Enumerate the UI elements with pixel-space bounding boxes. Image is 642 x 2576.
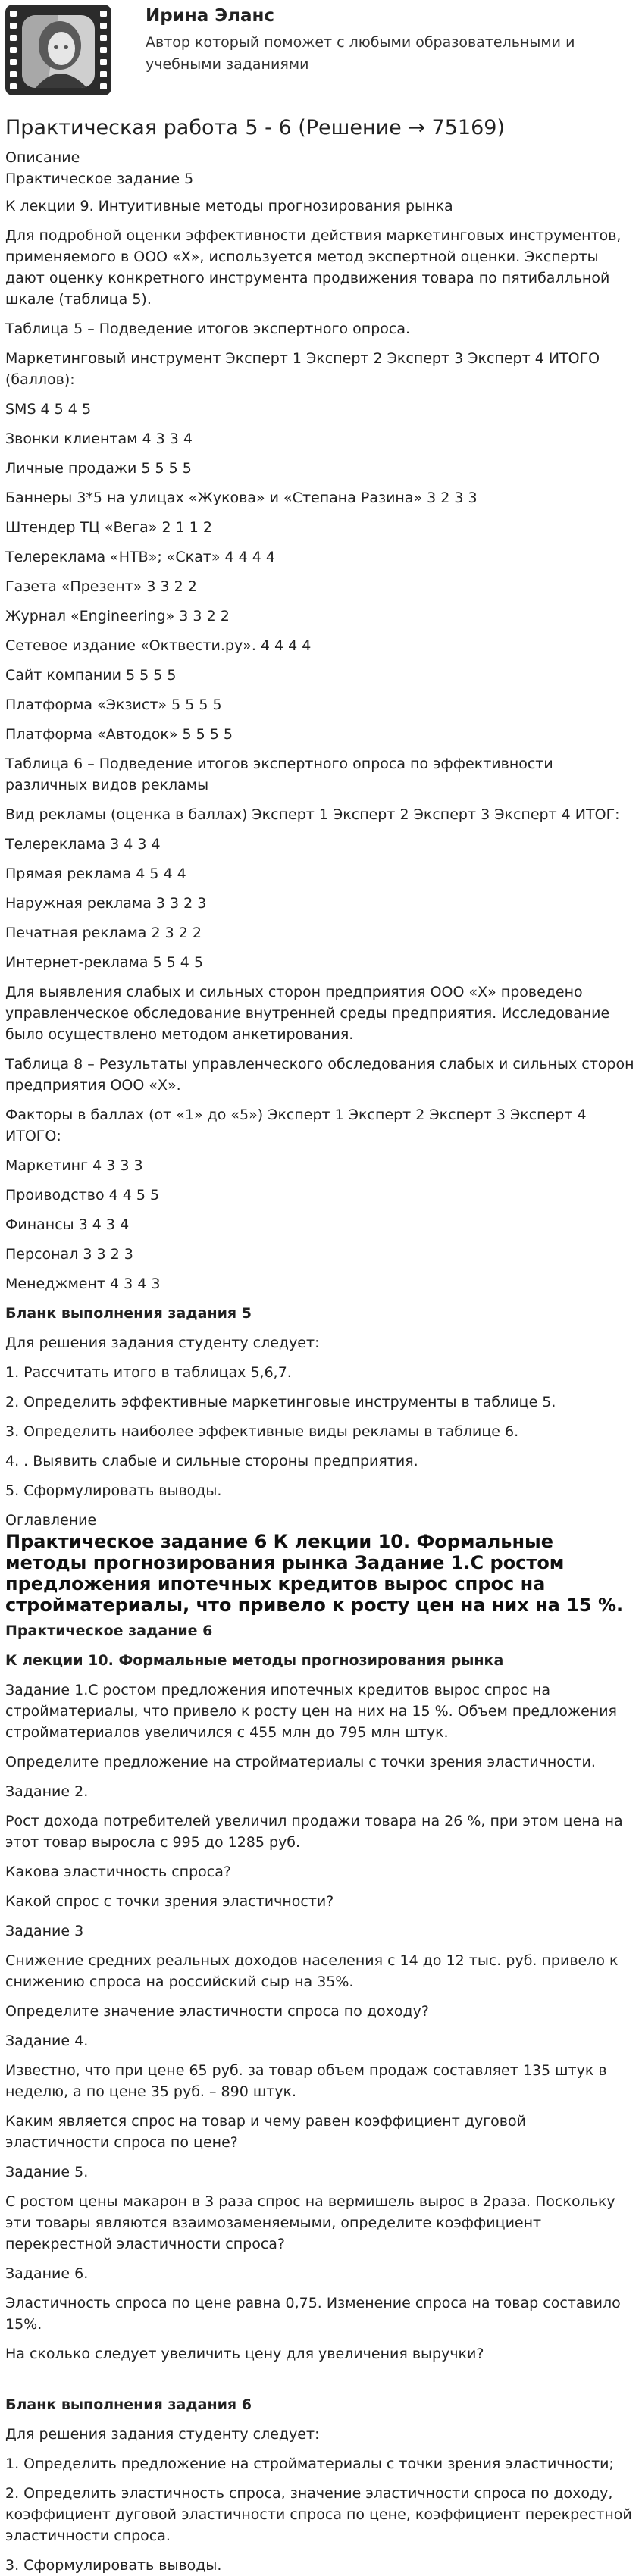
table-row-line: Телереклама «НТВ»; «Скат» 4 4 4 4	[5, 549, 275, 565]
toc-label: Оглавление	[5, 1512, 97, 1529]
paragraph: На сколько следует увеличить цену для увеличения выручки?	[5, 2346, 484, 2362]
paragraph: Определите значение эластичности спроса по доходу?	[5, 2003, 429, 2020]
paragraph: Эластичность спроса по цене равна 0,75. Изменение спроса на товар составило 15%.	[5, 2295, 621, 2333]
paragraph: Задание 6.	[5, 2265, 89, 2282]
toc-heading: Практическое задание 6 К лекции 10. Формальные методы прогнозирования рынка Задание 1.С ростом предложения ипотечных кредитов вырос спрос на стройматериалы, что привело к росту цен на них на 15 %.	[5, 1531, 624, 1616]
blank-item: Для решения задания студенту следует:	[5, 2426, 320, 2443]
table-row-line: Наружная реклама 3 3 2 3	[5, 895, 207, 912]
paragraph: Задание 3	[5, 1923, 84, 1939]
table-header-line: Маркетинговый инструмент Эксперт 1 Эксперт 2 Эксперт 3 Эксперт 4 ИТОГО (баллов):	[5, 350, 600, 388]
blank-item: 3. Сформулировать выводы.	[5, 2557, 222, 2574]
spacer	[5, 2373, 634, 2394]
table-row-line: Платформа «Автодок» 5 5 5 5	[5, 726, 233, 743]
table-row-line: Сетевое издание «Октвести.ру». 4 4 4 4	[5, 637, 312, 654]
paragraph: Известно, что при цене 65 руб. за товар объем продаж составляет 135 штук в неделю, а по цене 35 руб. – 890 штук.	[5, 2062, 607, 2100]
author-name[interactable]: Ирина Эланс	[146, 6, 275, 26]
table-row-line: Газета «Презент» 3 3 2 2	[5, 578, 197, 595]
paragraph: Снижение средних реальных доходов населения с 14 до 12 тыс. руб. привело к снижению спроса на российский сыр на 35%.	[5, 1952, 619, 1990]
table-header-line: Вид рекламы (оценка в баллах) Эксперт 1 Эксперт 2 Эксперт 3 Эксперт 4 ИТОГ:	[5, 806, 620, 823]
table-row-line: Печатная реклама 2 3 2 2	[5, 925, 202, 941]
avatar[interactable]	[5, 0, 111, 99]
paragraph: Задание 1.С ростом предложения ипотечных кредитов вырос спрос на стройматериалы, что привело к росту цен на них на 15 %. Объем предложения стройматериалов увеличился с 455 млн до 795 млн штук.	[5, 1682, 617, 1741]
blank-item: 1. Рассчитать итого в таблицах 5,6,7.	[5, 1364, 292, 1381]
blank-item: Для решения задания студенту следует:	[5, 1335, 320, 1351]
author-block	[5, 0, 634, 105]
table-row-line: Маркетинг 4 3 3 3	[5, 1157, 143, 1174]
paragraph: Таблица 8 – Результаты управленческого обследования слабых и сильных сторон предприятия ООО «Х».	[5, 1056, 634, 1094]
task6-title: Практическое задание 6	[5, 1623, 213, 1639]
table-row-line: Звонки клиентам 4 3 3 4	[5, 430, 193, 447]
paragraph: Определите предложение на стройматериалы с точки зрения эластичности.	[5, 1754, 596, 1770]
blank-item: 1. Определить предложение на стройматериалы с точки зрения эластичности;	[5, 2455, 614, 2472]
table-row-line: Персонал 3 3 2 3	[5, 1246, 133, 1263]
table-row-line: Финансы 3 4 3 4	[5, 1216, 130, 1233]
blank-title: Бланк выполнения задания 6	[5, 2396, 252, 2413]
blank-item: 2. Определить эффективные маркетинговые инструменты в таблице 5.	[5, 1394, 556, 1410]
paragraph: Таблица 6 – Подведение итогов экспертного опроса по эффективности различных видов рекламы	[5, 756, 553, 793]
blank-item: 3. Определить наиболее эффективные виды рекламы в таблице 6.	[5, 1423, 519, 1440]
table-row-line: Проиводство 4 4 5 5	[5, 1187, 160, 1203]
description-label: Описание	[5, 149, 80, 166]
table-row-line: Личные продажи 5 5 5 5	[5, 460, 192, 477]
table-header-line: Факторы в баллах (от «1» до «5») Эксперт 1 Эксперт 2 Эксперт 3 Эксперт 4 ИТОГО:	[5, 1106, 587, 1144]
paragraph: Каким является спрос на товар и чему равен коэффициент дуговой эластичности спроса по цене?	[5, 2113, 526, 2151]
task6-body	[5, 1679, 634, 2576]
table-row-line: Менеджмент 4 3 4 3	[5, 1275, 161, 1292]
paragraph: Задание 4.	[5, 2033, 89, 2049]
paragraph: Задание 2.	[5, 1783, 89, 1800]
table-row-line: Штендер ТЦ «Вега» 2 1 1 2	[5, 519, 212, 536]
blank-title: Бланк выполнения задания 5	[5, 1305, 252, 1322]
table-row-line: Прямая реклама 4 5 4 4	[5, 865, 186, 882]
paragraph: Какой спрос с точки зрения эластичности?	[5, 1893, 334, 1910]
work-title: Практическая работа 5 - 6 (Решение → 75169)	[5, 116, 505, 139]
task5-label: Практическое задание 5	[5, 171, 194, 187]
table-row-line: Сайт компании 5 5 5 5	[5, 667, 177, 684]
paragraph: Для выявления слабых и сильных сторон предприятия ООО «Х» проведено управленческое обследование внутренней среды предприятия. Исследование было осуществлено методом анкетирования.	[5, 984, 610, 1043]
table-row-line: Интернет-реклама 5 5 4 5	[5, 954, 203, 971]
paragraph: Какова эластичность спроса?	[5, 1864, 231, 1880]
table-row-line: Баннеры 3*5 на улицах «Жукова» и «Степана Разина» 3 2 3 3	[5, 490, 478, 506]
paragraph: К лекции 9. Интуитивные методы прогнозирования рынка	[5, 198, 453, 214]
table-row-line: Журнал «Engineering» 3 3 2 2	[5, 608, 230, 624]
table-row-line: Платформа «Экзист» 5 5 5 5	[5, 696, 222, 713]
paragraph: Задание 5.	[5, 2164, 89, 2180]
paragraph: Рост дохода потребителей увеличил продажи товара на 26 %, при этом цена на этот товар выросла с 995 до 1285 руб.	[5, 1813, 623, 1851]
task5-body	[5, 196, 634, 1501]
paragraph: С ростом цены макарон в 3 раза спрос на вермишель вырос в 2раза. Поскольку эти товары являются взаимозаменяемыми, определите коэффициент перекрестной эластичности спроса?	[5, 2193, 615, 2252]
task6-lecture: К лекции 10. Формальные методы прогнозирования рынка	[5, 1652, 504, 1669]
blank-item: 5. Сформулировать выводы.	[5, 1482, 222, 1499]
table-row-line: SMS 4 5 4 5	[5, 401, 92, 418]
paragraph: Таблица 5 – Подведение итогов экспертного опроса.	[5, 321, 411, 337]
table-row-line: Телереклама 3 4 3 4	[5, 836, 161, 853]
blank-item: 4. . Выявить слабые и сильные стороны предприятия.	[5, 1453, 418, 1470]
blank-item: 2. Определить эластичность спроса, значение эластичности спроса по доходу, коэффициент дуговой эластичности спроса по цене, коэффициент перекрестной эластичности спроса.	[5, 2485, 632, 2544]
paragraph: Для подробной оценки эффективности действия маркетинговых инструментов, применяемого в ООО «Х», используется метод экспертной оценки. Эксперты дают оценку конкретного инструмента продвижения товара по пятибалльной шкале (таблица 5).	[5, 227, 622, 308]
author-description: Автор который поможет с любыми образовательными и учебными заданиями	[146, 34, 575, 73]
